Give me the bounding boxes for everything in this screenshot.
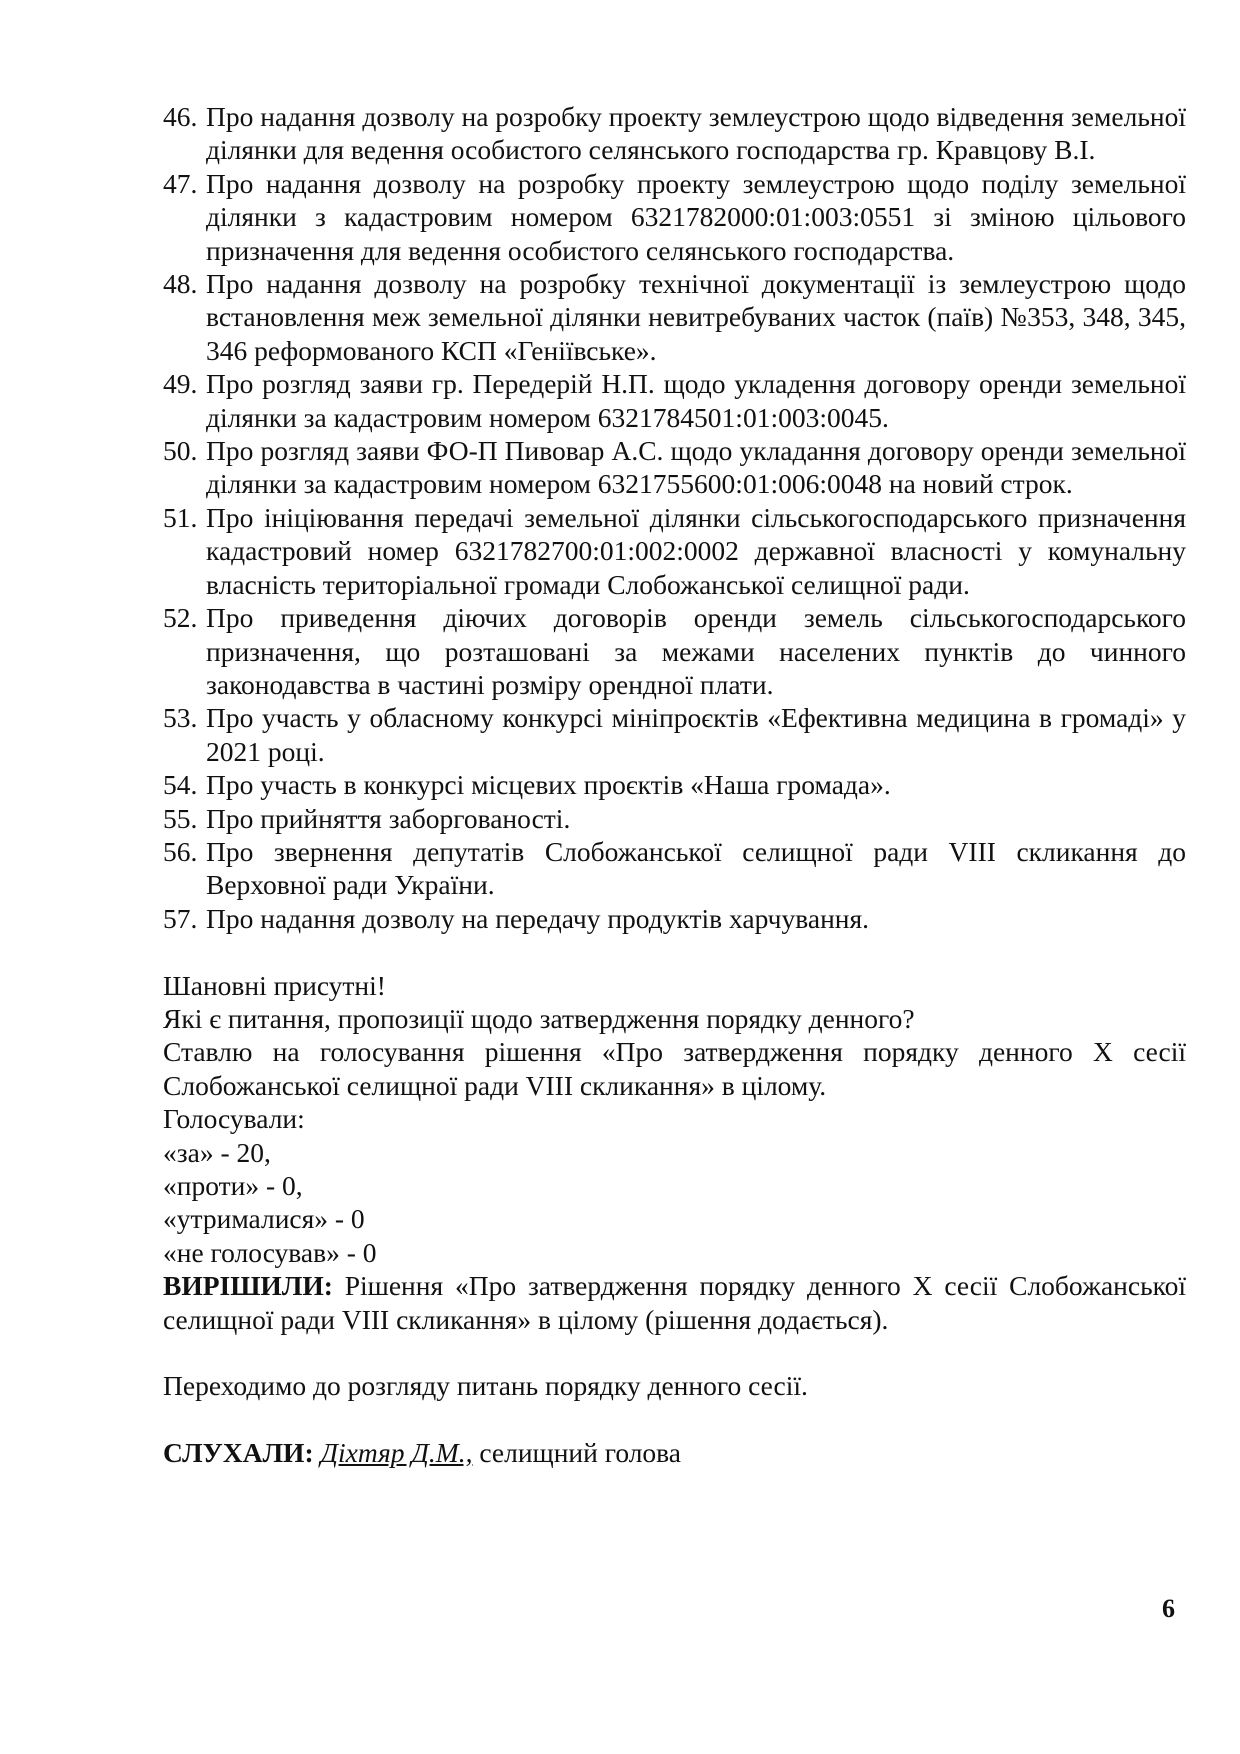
- document-body: [163, 100, 1186, 1470]
- greeting: Шановні присутні!: [163, 969, 386, 1001]
- agenda-item: [163, 701, 1186, 768]
- agenda-item: [163, 835, 1186, 902]
- agenda-item-number: 52.: [163, 602, 198, 634]
- agenda-item: [163, 167, 1186, 267]
- agenda-item: [163, 367, 1186, 434]
- heard-speaker: Діхтяр Д.М.,: [320, 1437, 473, 1469]
- question: Які є питання, пропозиції щодо затвердження порядку денного?: [163, 1002, 915, 1034]
- heard-paragraph: [163, 1436, 1186, 1469]
- vote-abstained: «утрималися» - 0: [163, 1203, 365, 1235]
- heard-label: СЛУХАЛИ:: [163, 1437, 314, 1469]
- agenda-item-number: 56.: [163, 835, 198, 867]
- agenda-item-text: Про прийняття заборгованості.: [206, 802, 571, 834]
- agenda-item: [163, 100, 1186, 167]
- spacer: [163, 1403, 1186, 1436]
- agenda-item: [163, 768, 1186, 801]
- page-number: 6: [1162, 1594, 1175, 1623]
- decided-label: ВИРІШИЛИ:: [163, 1270, 333, 1302]
- agenda-item-number: 47.: [163, 167, 198, 199]
- agenda-item-text: Про надання дозволу на розробку проекту землеустрою щодо відведення земельної ділянки для ведення особистого селянського господарства гр. Кравцову В.І.: [206, 101, 1186, 166]
- agenda-item-number: 50.: [163, 435, 198, 467]
- agenda-item-text: Про надання дозволу на розробку технічної документації із землеустрою щодо встановлення меж земельної ділянки невитребуваних часток (паїв) №353, 348, 345, 346 реформованого КСП «Геніївське».: [206, 268, 1186, 366]
- agenda-item: [163, 601, 1186, 701]
- vote-for: «за» - 20,: [163, 1136, 271, 1168]
- agenda-item-number: 53.: [163, 702, 198, 734]
- agenda-item: [163, 902, 1186, 935]
- agenda-item-text: Про розгляд заяви гр. Передерій Н.П. щодо укладення договору оренди земельної ділянки за кадастровим номером 6321784501:01:003:0045.: [206, 368, 1186, 433]
- vote-call: Ставлю на голосування рішення «Про затвердження порядку денного Х сесії Слобожанської селищної ради VIII скликання» в цілому.: [163, 1036, 1186, 1101]
- agenda-item-number: 46.: [163, 101, 198, 132]
- agenda-item: [163, 267, 1186, 367]
- agenda-item-number: 55.: [163, 802, 198, 834]
- vote-against: «проти» - 0,: [163, 1169, 303, 1201]
- agenda-item-number: 49.: [163, 368, 198, 400]
- agenda-item-number: 54.: [163, 769, 198, 801]
- agenda-item-number: 57.: [163, 902, 198, 934]
- agenda-item-text: Про розгляд заяви ФО-П Пивовар А.С. щодо укладання договору оренди земельної ділянки за кадастровим номером 6321755600:01:006:0048 на новий строк.: [206, 435, 1186, 500]
- agenda-item-text: Про приведення діючих договорів оренди земель сільськогосподарського призначення, що розташовані за межами населених пунктів до чинного законодавства в частині розміру орендної плати.: [206, 602, 1186, 700]
- agenda-item: [163, 501, 1186, 601]
- transition-text: Переходимо до розгляду питань порядку денного сесії.: [163, 1370, 808, 1402]
- spacer: [163, 935, 1186, 968]
- decision-paragraph: [163, 1269, 1186, 1336]
- agenda-item-number: 48.: [163, 268, 198, 300]
- voted-label: Голосували:: [163, 1103, 305, 1135]
- decided-text: Рішення «Про затвердження порядку денного Х сесії Слобожанської селищної ради VIII скликання» в цілому (рішення додається).: [163, 1270, 1186, 1335]
- heard-role: селищний голова: [472, 1437, 682, 1469]
- spacer: [163, 1336, 1186, 1369]
- agenda-item-text: Про звернення депутатів Слобожанської селищної ради VIII скликання до Верховної ради України.: [206, 835, 1186, 901]
- agenda-item-number: 51.: [163, 501, 198, 533]
- vote-not-voted: «не голосував» - 0: [163, 1236, 377, 1268]
- agenda-item-text: Про надання дозволу на розробку проекту землеустрою щодо поділу земельної ділянки з кадастровим номером 6321782000:01:003:0551 зі зміною цільового призначення для ведення особистого селянського господарства.: [206, 167, 1186, 266]
- agenda-item-text: Про надання дозволу на передачу продуктів харчування.: [206, 902, 870, 934]
- agenda-item: [163, 434, 1186, 501]
- agenda-item-text: Про участь у обласному конкурсі мініпроєктів «Ефективна медицина в громаді» у 2021 році.: [206, 702, 1186, 767]
- agenda-item: [163, 802, 1186, 835]
- agenda-item-text: Про участь в конкурсі місцевих проєктів «Наша громада».: [206, 769, 891, 801]
- agenda-list: [163, 100, 1186, 935]
- agenda-item-text: Про ініціювання передачі земельної ділянки сільськогосподарського призначення кадастровий номер 6321782700:01:002:0002 державної власності у комунальну власність територіальної громади Слобожанської селищної ради.: [206, 501, 1186, 600]
